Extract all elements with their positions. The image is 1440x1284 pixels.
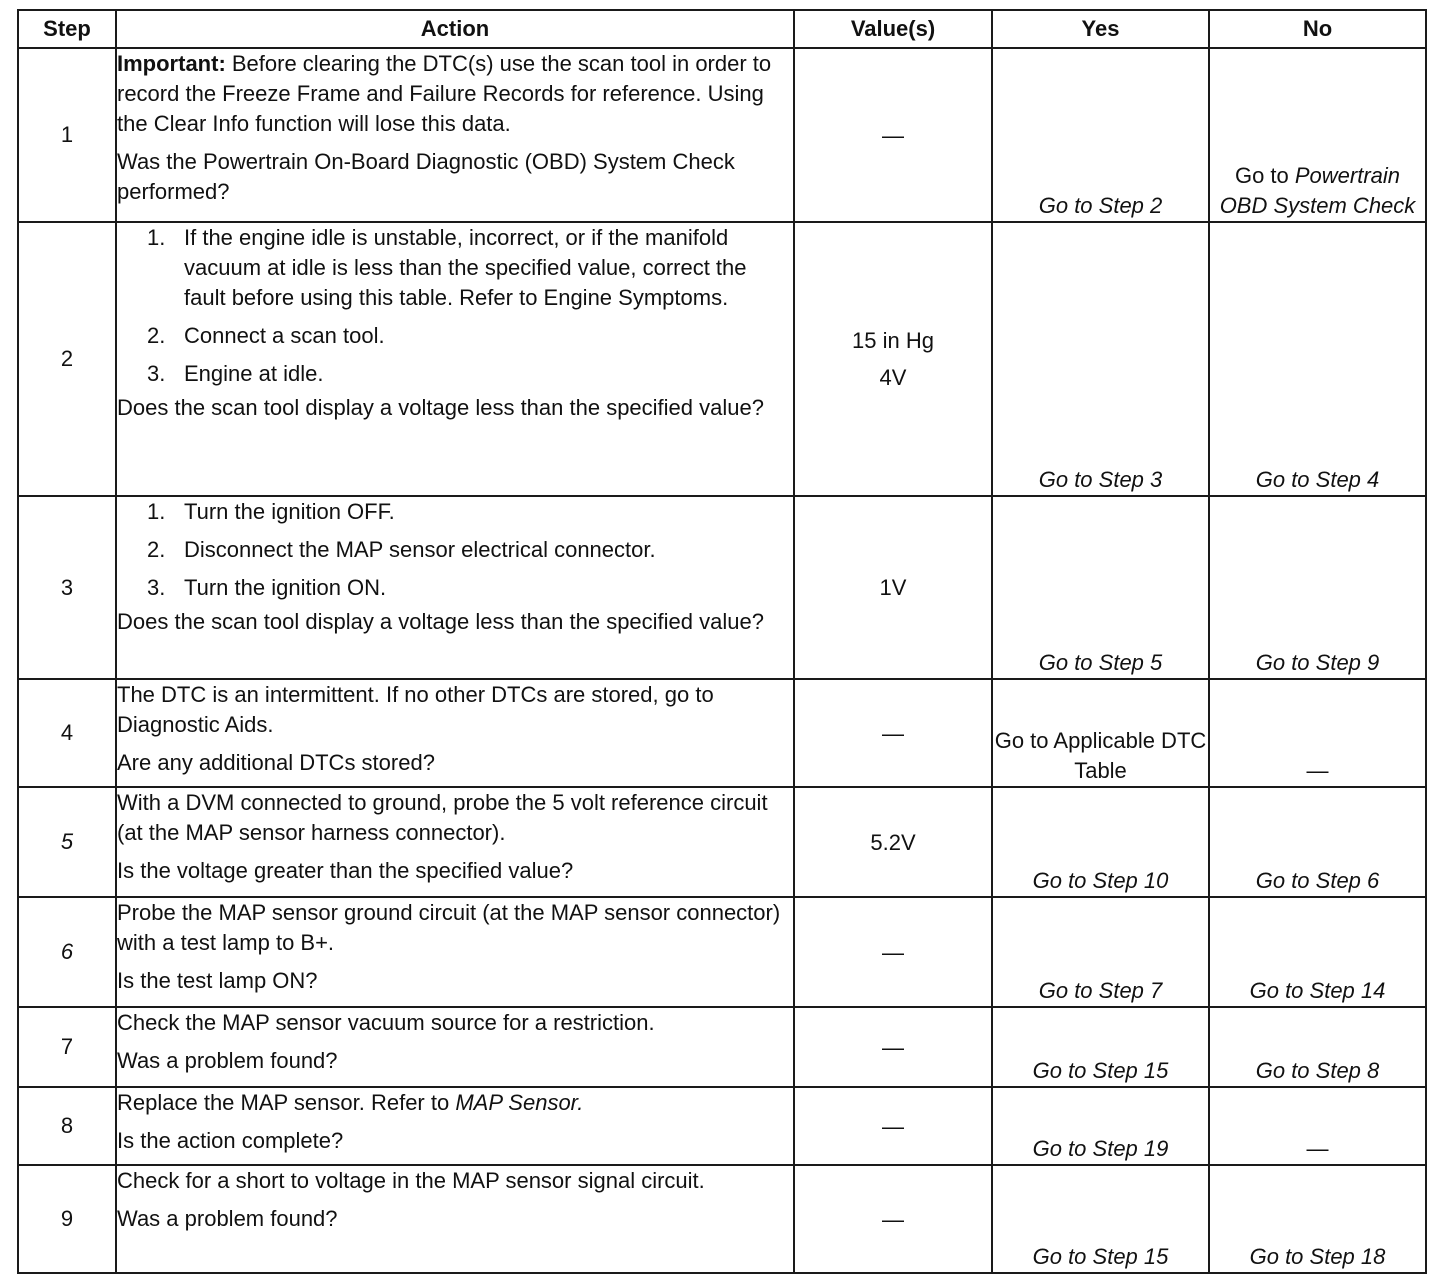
important-text: Before clearing the DTC(s) use the scan tool in order to record the Freeze Frame and Failure Records for reference. Using the Clear Info function will lose this data.: [117, 51, 772, 136]
procedure-item: 1. If the engine idle is unstable, incorrect, or if the manifold vacuum at idle is less than the specified value, correct the fault before using this table. Refer to Engine Symptoms.: [147, 225, 747, 310]
header-yes: Yes: [992, 10, 1209, 48]
value-cell: —: [794, 1087, 992, 1165]
action-cell: [116, 222, 794, 496]
step-number: 6: [18, 897, 116, 1007]
value-cell: —: [794, 48, 992, 222]
table-row: [18, 897, 1426, 1007]
yes-cell: Go to Step 3: [992, 222, 1209, 496]
instruction-text: With a DVM connected to ground, probe the 5 volt reference circuit (at the MAP sensor harness connector).: [117, 790, 768, 845]
step-number: 7: [18, 1007, 116, 1087]
step-number: 9: [18, 1165, 116, 1273]
no-cell: Go to Step 18: [1209, 1165, 1426, 1273]
value-line: 15 in Hg: [852, 328, 934, 353]
action-cell: [116, 496, 794, 679]
yes-cell: Go to Step 7: [992, 897, 1209, 1007]
yes-cell: Go to Step 19: [992, 1087, 1209, 1165]
action-cell: [116, 1007, 794, 1087]
step-number: 8: [18, 1087, 116, 1165]
instruction-text: Check for a short to voltage in the MAP sensor signal circuit.: [117, 1168, 705, 1193]
instruction-text: Check the MAP sensor vacuum source for a restriction.: [117, 1010, 655, 1035]
header-action: Action: [116, 10, 794, 48]
procedure-item: 2. Disconnect the MAP sensor electrical connector.: [147, 537, 656, 562]
reference-link-text: MAP Sensor.: [455, 1090, 584, 1115]
value-cell: 1V: [794, 496, 992, 679]
yes-cell: Go to Applicable DTC Table: [992, 679, 1209, 787]
diagnostic-table: [17, 9, 1427, 1274]
procedure-list: [117, 223, 793, 389]
question-text: Does the scan tool display a voltage less than the specified value?: [117, 395, 764, 420]
no-cell: Go to Step 14: [1209, 897, 1426, 1007]
procedure-item: 3. Turn the ignition ON.: [147, 575, 387, 600]
value-cell: —: [794, 897, 992, 1007]
yes-cell: Go to Step 10: [992, 787, 1209, 897]
value-cell: 5.2V: [794, 787, 992, 897]
table-row: [18, 679, 1426, 787]
procedure-item: 1. Turn the ignition OFF.: [147, 499, 395, 524]
instruction-text: Probe the MAP sensor ground circuit (at the MAP sensor connector) with a test lamp to B+.: [117, 900, 781, 955]
value-cell: —: [794, 679, 992, 787]
question-text: Is the action complete?: [117, 1128, 344, 1153]
table-row: [18, 1007, 1426, 1087]
important-note: [117, 49, 793, 139]
table-row: [18, 1087, 1426, 1165]
no-cell: Go to Step 4: [1209, 222, 1426, 496]
yes-cell: Go to Step 15: [992, 1165, 1209, 1273]
no-cell: Go to Step 8: [1209, 1007, 1426, 1087]
value-cell: —: [794, 1165, 992, 1273]
step-number: 3: [18, 496, 116, 679]
no-link-text: Powertrain OBD System Check: [1219, 163, 1416, 218]
step-number: 5: [18, 787, 116, 897]
question-text: Is the voltage greater than the specified value?: [117, 858, 574, 883]
question-text: Was a problem found?: [117, 1048, 338, 1073]
action-cell: [116, 1165, 794, 1273]
header-step: Step: [18, 10, 116, 48]
no-cell: —: [1209, 1087, 1426, 1165]
procedure-list: [117, 497, 793, 603]
procedure-item: 3. Engine at idle.: [147, 361, 324, 386]
action-cell: [116, 48, 794, 222]
question-text: Was the Powertrain On-Board Diagnostic (OBD) System Check performed?: [117, 149, 735, 204]
yes-cell: Go to Step 5: [992, 496, 1209, 679]
header-values: Value(s): [794, 10, 992, 48]
instruction-text: Replace the MAP sensor. Refer to MAP Sensor.: [117, 1090, 584, 1115]
no-prefix: Go to: [1234, 163, 1295, 188]
action-cell: [116, 1087, 794, 1165]
table-row: [18, 1165, 1426, 1273]
table-row: [18, 48, 1426, 222]
no-cell: Go to Step 6: [1209, 787, 1426, 897]
header-no: No: [1209, 10, 1426, 48]
important-label: Important:: [117, 51, 226, 76]
table-row: [18, 496, 1426, 679]
question-text: Does the scan tool display a voltage less than the specified value?: [117, 609, 764, 634]
value-cell: —: [794, 1007, 992, 1087]
value-line: 4V: [879, 365, 907, 390]
no-cell: [1209, 48, 1426, 222]
action-cell: [116, 787, 794, 897]
yes-cell: Go to Step 15: [992, 1007, 1209, 1087]
value-cell: [794, 222, 992, 496]
step-number: 4: [18, 679, 116, 787]
procedure-item: 2. Connect a scan tool.: [147, 323, 385, 348]
action-cell: [116, 679, 794, 787]
no-cell: —: [1209, 679, 1426, 787]
table-row: [18, 787, 1426, 897]
question-text: Was a problem found?: [117, 1206, 338, 1231]
step-number: 2: [18, 222, 116, 496]
action-cell: [116, 897, 794, 1007]
yes-cell: Go to Step 2: [992, 48, 1209, 222]
question-text: Are any additional DTCs stored?: [117, 750, 435, 775]
header-row: [18, 10, 1426, 48]
table-row: [18, 222, 1426, 496]
instruction-text: The DTC is an intermittent. If no other DTCs are stored, go to Diagnostic Aids.: [117, 682, 714, 737]
no-cell: Go to Step 9: [1209, 496, 1426, 679]
step-number: 1: [18, 48, 116, 222]
question-text: Is the test lamp ON?: [117, 968, 318, 993]
